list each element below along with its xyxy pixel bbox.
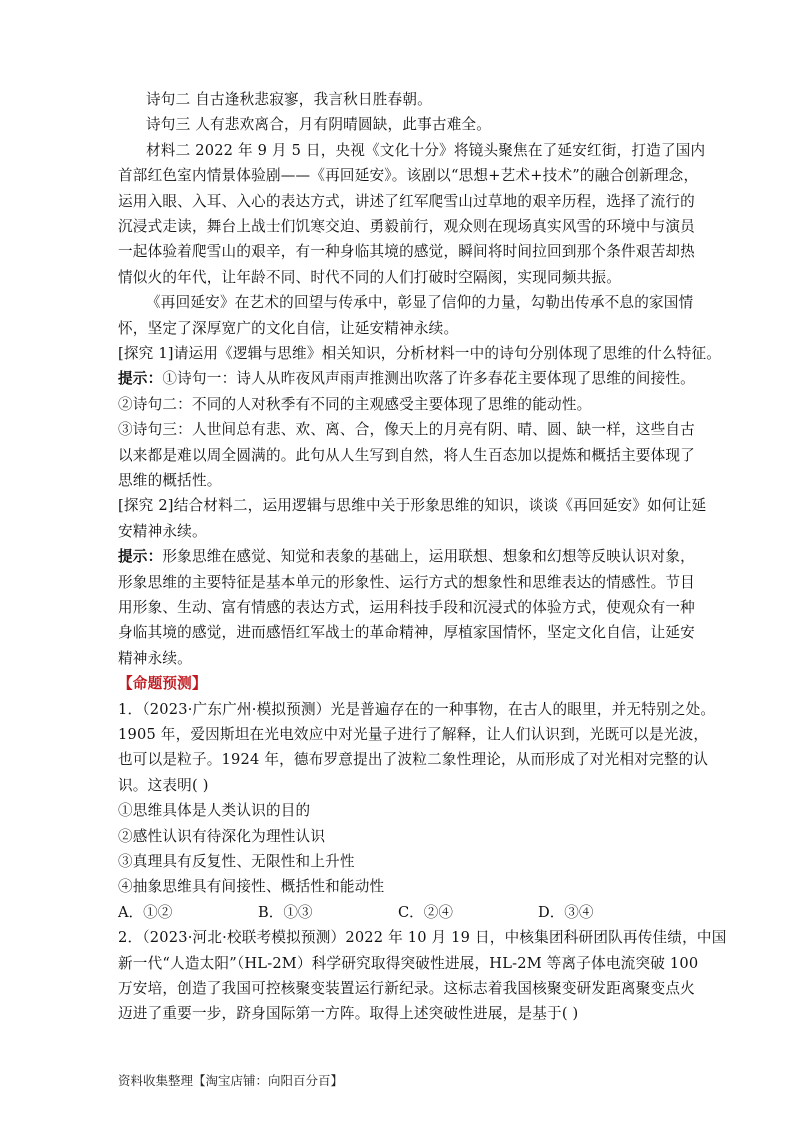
q1-option-d[interactable]: D．③④ — [538, 904, 594, 921]
material2-line: 情似火的年代，让年龄不同、时代不同的人们打破时空隔阂，实现同频共振。 — [118, 269, 621, 286]
material2-line: 运用入眼、入耳、入心的表达方式，讲述了红军爬雪山过草地的艰辛历程，选择了流行的 — [118, 193, 695, 210]
q1-statement: ①思维具体是人类认识的目的 — [118, 802, 311, 819]
material2-line: 《再回延安》在艺术的回望与传承中，彰显了信仰的力量，勾勒出传承不息的家国情 — [146, 294, 694, 311]
inquiry1-hint-line: 以来都是难以周全圆满的。此句从人生写到自然，将人生百态加以提炼和概括主要体现了 — [118, 447, 695, 464]
q2-line: 迈进了重要一步，跻身国际第一方阵。取得上述突破性进展，是基于( ) — [118, 1005, 579, 1022]
q1-line: 也可以是粒子。1924 年，德布罗意提出了波粒二象性理论，从而形成了对光相对完整的认 — [118, 751, 709, 768]
q1-statement: ③真理具有反复性、无限性和上升性 — [118, 853, 355, 870]
q2-line: 新一代“人造太阳”（HL-2M）科学研究取得突破性进展，HL-2M 等离子体电流突破 100 — [118, 955, 699, 972]
material2-line: 首部红色室内情景体验剧——《再回延安》。该剧以“思想+艺术+技术”的融合创新理念， — [118, 167, 699, 184]
inquiry1-question: [探究 1]请运用《逻辑与思维》相关知识，分析材料一中的诗句分别体现了思维的什么特征。 — [118, 345, 722, 362]
inquiry1-hint-first — [118, 369, 695, 389]
material2-line: 沉浸式走读，舞台上战士们饥寒交迫、勇毅前行，观众则在现场真实风雪的环境中与演员 — [118, 218, 695, 235]
poem-line-2: 诗句二 自古逢秋悲寂寥，我言秋日胜春朝。 — [146, 91, 432, 108]
hint-text: ①诗句一：诗人从昨夜风声雨声推测出吹落了许多春花主要体现了思维的间接性。 — [162, 370, 695, 387]
material2-line: 怀，坚定了深厚宽广的文化自信，让延安精神永续。 — [118, 320, 459, 337]
q1-option-c[interactable]: C．②④ — [398, 904, 453, 921]
footer-note: 资料收集整理【淘宝店铺：向阳百分百】 — [118, 1073, 344, 1088]
inquiry2-hint-line: 形象思维的主要特征是基本单元的形象性、运行方式的想象性和思维表达的情感性。节目 — [118, 574, 695, 591]
q1-option-b[interactable]: B．①③ — [258, 904, 313, 921]
hint-label: 提示： — [118, 370, 163, 387]
q1-statement: ②感性认识有待深化为理性认识 — [118, 828, 326, 845]
q2-line: 万安培，创造了我国可控核聚变装置运行新纪录。这标志着我国核聚变研发距离聚变点火 — [118, 980, 695, 997]
inquiry2-question: [探究 2]结合材料二，运用逻辑与思维中关于形象思维的知识，谈谈《再回延安》如何让延 — [118, 497, 707, 514]
material2-line: 材料二 2022 年 9 月 5 日，央视《文化十分》将镜头聚焦在了延安红街，打造了国内 — [146, 142, 706, 159]
q1-option-a[interactable]: A．①② — [118, 904, 173, 921]
inquiry2-hint-line: 用形象、生动、富有情感的表达方式，运用科技手段和沉浸式的体验方式，使观众有一种 — [118, 599, 695, 616]
hint-text: 形象思维在感觉、知觉和表象的基础上，运用联想、想象和幻想等反映认识对象， — [162, 548, 695, 565]
q1-line: 识。这表明( ) — [118, 777, 209, 794]
inquiry2-hint-line: 精神永续。 — [118, 650, 192, 667]
inquiry2-hint-first — [118, 547, 695, 567]
q1-line: 1905 年，爱因斯坦在光电效应中对光量子进行了解释，让人们认识到，光既可以是光波， — [118, 726, 709, 743]
poem-line-3: 诗句三 人有悲欢离合，月有阴晴圆缺，此事古难全。 — [146, 116, 492, 133]
material2-line: 一起体验着爬雪山的艰辛，有一种身临其境的感觉，瞬间将时间拉回到那个条件艰苦却热 — [118, 243, 695, 260]
q1-line: 1．（2023·广东广州·模拟预测）光是普遍存在的一种事物，在古人的眼里，并无特别之处。 — [118, 701, 716, 718]
inquiry2-hint-line: 身临其境的感觉，进而感悟红军战士的革命精神，厚植家国情怀，坚定文化自信，让延安 — [118, 624, 695, 641]
inquiry2-question: 安精神永续。 — [118, 523, 207, 540]
hint-label: 提示： — [118, 548, 163, 565]
section-title: 【命题预测】 — [118, 675, 207, 692]
q2-line: 2．（2023·河北·校联考模拟预测）2022 年 10 月 19 日，中核集团科研团队再传佳绩，中国 — [118, 929, 727, 946]
q1-statement: ④抽象思维具有间接性、概括性和能动性 — [118, 878, 385, 895]
inquiry1-hint-line: ③诗句三：人世间总有悲、欢、离、合，像天上的月亮有阴、晴、圆、缺一样，这些自古 — [118, 421, 695, 438]
inquiry1-hint-line: ②诗句二：不同的人对秋季有不同的主观感受主要体现了思维的能动性。 — [118, 396, 592, 413]
q1-options — [118, 903, 678, 923]
inquiry1-hint-line: 思维的概括性。 — [118, 472, 222, 489]
